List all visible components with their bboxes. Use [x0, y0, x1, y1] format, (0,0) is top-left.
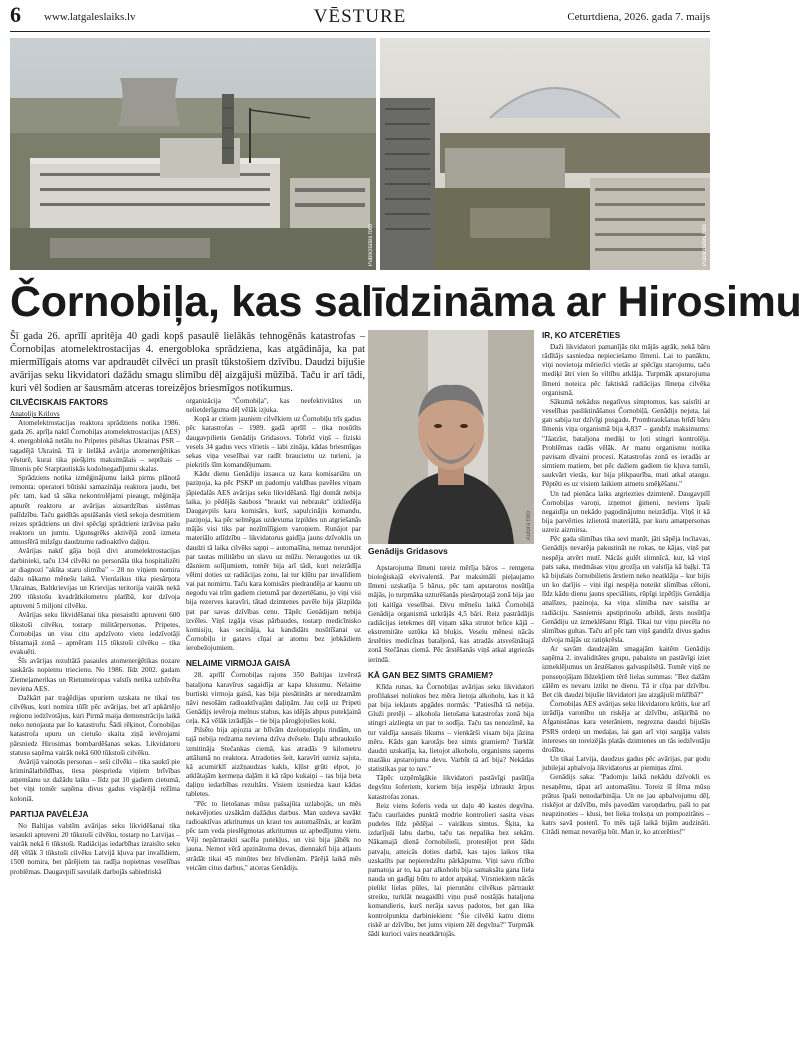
paragraph: organizācija "Čornobiļa", kas neefektivitātes un nelietderīguma dēļ vēlāk izjuka. [186, 397, 361, 415]
paragraph: Avārijas naktī gāja bojā divi atomelektrostacijas darbinieki, taču 134 cilvēki no personāla tika hospitalizēti ar diagnozi "akūta staru slimība" – 28 no viņiem nomira dažu nākamo mēnešu laikā. Vienlaikus tika piesārņota Ukrainas, Baltkrievijas un Krievijas teritorija vairāk nekā 200 tūkstošu kvadrātkilometru platībā, kur dzīvoja aptuveni 5 miljoni cilvēku. [10, 547, 180, 611]
subheading: NELAIME VIRMOJA GAISĀ [186, 659, 291, 669]
paragraph: Daži likvidatori pamanījās tikt mājās agrāk, nekā bāru rādītājs sasniedza nepieciešamo līmeni. Lai to panāktu, viņi novietoja mērierīci vietās ar spēcīgu starojumu, taču mediķi ātri vien šo viltību atklāja. Turpmāk apstarojuma līmeni noteica pēc faktiskā radiācijas līmeņa cilvēka organismā. [542, 343, 710, 397]
article-author: Anatolijs Krilovs [10, 410, 60, 418]
section-title: VĒSTURE [313, 6, 407, 27]
article-lead: Šī gada 26. aprīlī apritēja 40 gadi kopš pasaulē lielākās tehnogēnās katastrofas – Čornobiļas atomelektrostacijas 4. energobloka sprādziena, kas atgādināja, ka pat miermīlīgais atoms var apdraudēt cilvēci un prasīt tūkstošiem dzīvību. Daudzi bijušie avārijas seku likvidatori dažādu smagu slimību dēļ aizgājuši mūžībā. Taču ir arī tādi, kuri vēl šodien ar šausmām atceras toreizējos briesmīgos notikumus. [10, 331, 365, 394]
issue-date: Ceturtdiena, 2026. gada 7. maijs [567, 11, 710, 23]
paragraph: Un tad pienāca laiks atgriezties dzimtenē. Daugavpilī Čornobiļas varoņi, izņemot ģimeni, neviens īpaši negaidīja un nekādo pagodinājumu neizrādīja. Viņš it kā bija parvērties izlietotā materiālā, par kuru amatpersonas uzreiz aizmirsa. [542, 489, 710, 535]
paragraph: Tāpēc uzņēmīgākie likvidatori pastāvīgi pasūtīja degvīnu šoferiem, kuriem bija iespēja izbraukt ārpus katastrofas zonas. [368, 774, 534, 801]
paragraph: Pilsēto bija apjozta ar blīvām dzeloņstiepļu rindām, un tajā nebija redzama neviena dzīva dvēsele. Daļu atbraukušo izmitināja Stečankas ciemā, kas atradās 9 kilometru attālumā no reaktora. Atradoties šeit, karavīri uzreiz sajuta, kā acumirklī aizžņaudzas kakls, kļūst grūti elpot, jo atklātajām ķermeņa daļām it kā rāpo kukaiņi – tas bija beta daļiņu iedarbības rezultāts. Visiem izsniedza kaut kādas tabletes. [186, 726, 361, 799]
paragraph: Ar savām daudzajām smagajām kaitēm Genādijs saņēma 2. invaliditātes grupu, pabalstu un pastāvīgi iziet izmeklējumus un ārstēšanos galvaspilsētā. Tomēr viņš ne ponseņojājam līdzekļiem tērē lielas summas: "Bez dažām zālēm es nevaru iztikt ne dienu. Tā ir cīņa par dzīvību. Bet cik daudzi bijušie likvidatori jau aizgājuši mūžībā?" [542, 645, 710, 699]
paragraph: Dažkārt par traģēdijas upuriem uzskata ne tikai tos cilvēkus, kuri nomira tūlīt pēc avārijas, bet arī apkārtējo reģionu iedzīvotājus, kuri Pirmā maija demonstrāciju laikā neko nenojauta par šo katastrofu. Šādi rēķinot, Čornobiļas katastrofa upuru un cietušo skaita ziņā ievērojami pārsniedz Hirosimas bombardēšanas sekas. Likvidatoru statusu saņēma vairāk nekā 600 tūkstoši cilvēku. [10, 693, 180, 757]
paragraph: Genādijs saka: "Padomju laikā nekādu dzīvokli es nesaņēmu, tāpat arī automašīnu. Toreiz šī fēma mūsu prātus īpaši nenodarbināja. Un ne jau apbalvojumu dēļ, riskējot ar dzīvību, mēs pavedām varoņdarbu, paši to pat neapzinoties – klusi, bet lieka troksņa un pompozitātes – katrs savā postenī. To mēs tajā laikā bijām audzināti. Citādi nemaz nevarēja būt. Man ir, ko atcerēties!" [542, 773, 710, 837]
paragraph: Čornobiļas AES avārijas seku likvidatoru krūtis, kur arī izrādīja varonību un riskēja ar dzīvību, atšķirībā no Afganistānas kara veterāniem, negrezna daudzi bijušās PSRS ordeņi un medaļas, lai gan arī viņi sargāja valsts intereses un toreizējās platās dzimtenes un tās iedzīvotāju drošību. [542, 700, 710, 754]
paragraph: Šīs avārijas rezultātā pasaules atomenerģētikas nozare saskārās nopietnu triecienu. No 1986. līdz 2002. gadam Ziemeļamerikas un Rietumeiropas valstīs netika uzbūvēta neviena AES. [10, 657, 180, 693]
chernobyl-plant-photo [10, 38, 376, 270]
paragraph: Apstarojuma līmeni toreiz mērīja bāros – rentgena bioloģiskajā ekvivalentā. Par maksimāli pieļaujamo līmeni uzskatīja 5 bārus, pēc tam apstarotos nosūtīja mājās, jo turpmāka uzturēšanās piesārņotajā zonā bija jau ļoti kaitīga veselībai. Divu mēnešu laikā Čornobiļā Genādija organismā uzkrājās 4,5 bāri. Reiz pastrādājis radiācijas ietekmes dēļ viņam sāka strutot brūce kājā – ekstremitāte uztūka kā bluķis. Veselu mēnesi nācās ārstēties medicīnas bataljonā, kas atradās atsvešinātajā zonā Stečānas ciemā. Pēc ārstēšanās viņš atkal atgriezās ierindā. [368, 564, 534, 664]
article-headline: Čornobiļa, kas salīdzināma ar Hirosimu [10, 278, 802, 326]
portrait-photo [368, 330, 534, 544]
page-number: 6 [10, 2, 21, 27]
subheading: CILVĒCISKAIS FAKTORS [10, 398, 108, 407]
article-column-2 [186, 397, 361, 1047]
article-column-1 [10, 397, 180, 1047]
paragraph: Un tikai Latvija, daudzus gadus pēc avārijas, par godu jubilejai apbalvoja likvidatorus ar piemiņas zīmi. [542, 755, 710, 773]
paragraph: Avārijas seku likvidēšanai tika piesaistīti aptuveni 600 tūkstoši cilvēku, tostarp militārpersonas. Pripetes, Čornobiļas un visu citu apdzīvoto vietu iedzīvotāji bīstamajā zonā – apmēram 115 tūkstoši cilvēku – tika evakuēti. [10, 611, 180, 657]
paragraph: Avārijā vainotās personas – seši cilvēki – tika sauktī pie kriminālatbildības, tiesa piesprieda viņiem brīvības atņemšanu uz dažādu laiku – līdz pat 10 gadiem cietumā, bet viņi tomēr saņēma divus gadus vispārējā režīma koloniā. [10, 757, 180, 803]
article-column-4 [542, 330, 710, 1047]
subheading: IR, KO ATCERĒTIES [542, 331, 621, 340]
photo-credit: Publicitātes foto [368, 223, 374, 266]
portrait-caption: Genādijs Gridasovs [368, 546, 448, 556]
photo-credit: Publicitātes foto [702, 223, 708, 266]
site-url[interactable]: www.latgaleslaiks.lv [44, 11, 136, 23]
page-header [10, 4, 710, 32]
paragraph: Kādu dienu Genādiju izsauca uz kara komisariātu un paziņoja, ka pēc PSKP un padomju valdības pavēles viņam jāpiedalās AES avārijas seku likvidēšanā. Ilgi domāt nebija laika, jo pēdējās šauboss "braukt vai nebraukt" izkliedēja Daugavpils kara komisārs, kurš, sapulcinājis komandu, paziņoja, ka pēc selmēgas uzdevuma izpildes un atgriešanās mājās visi tiks par nozīmīlīgiem varoņiem. Runājot par materiālo atlīdzību – likvidatorus gaidīja jauns dzīvoklis un daudzi tā laika cilvēks sapņi – automašīna, nemaz nerunājot par tautas militārbu un slavu uz mūžu. Neraugoties uz tik dāsniem solījumiem, tomēr bija arī tādi, kuri neizrādīja vēlmi doties uz radiācijas zonu, lai tur kļūtu par invalīdiem vai pat nomirtu. Taču kara komisārs piedraudēja ar kaunu un negodu vai trīm gadiem cietumā par dezertēšanu, jo viņi visi bija rezerves karavīri, tātad dzimtenes pavēle bija jāizpilda pat par savas dzīvības cenu. Tāpēc Genādijam nebija izvēles. Viņš izgāja visas pārbaudes, tostarp medicīnisko komisiju, kas secināja, ka kandidāts nosūtīšanai uz Čornobiļu ir gatavs cīņai ar atomu bez jebkādiem ierobežojumiem. [186, 470, 361, 653]
subheading: KĀ GAN BEZ SIMTS GRAMIEM? [368, 670, 494, 680]
paragraph: Sākumā nekādus negatīvus simptomus, kas saistīti ar veselības pasliktināšanos Čornobiļā, Genādijs nejuta, lai gan sabija tur dzīvīgi pusgadu. Prombraukšanas brīdī bāru līmenis viņa organismā bija 4,837 – gandrīz maksimums: "Jāatzīst, bataljona mediķi to ļoti stingri kontrolēja. Problēmas radās vēlāk. Ar manu organismu notika pavisam dīvaini procesi. Katastrofas zonā es ieradās ar simtiem matiem, bet pēc dažiem gadiem tie kļuva tumši, saukvārt vietās, kur bija plikpaurība, mati atkal ataugu. Pēptēti es uz visiem laikiem atmetu smēķēšanu." [542, 397, 710, 489]
paragraph: Pēc gada slimības tika sevi manīt, jāti sāpēja locītavas, Genādijs nevarēja pakustināt ne rokas, ne kājas, viņš pat nespēja atvērt mutī. Nācās gulēt slimnīcā, kur, kā viņš pats saka, medmāsas viņu grozīja un valstīja kā baļķi. Tā kā bijušais čornobilietis ārstiem neko neatklāja – kur bijis un ko darījis – viņi ilgi nespēja noteikt slimības cēloni, līdz kādu dienu jauns speciālists, rūpīgi izpētījis Genādija analīzes, pazinoja, ka viņa slimība nav saistīta ar radiāciju. Sasniemis apstiprinošu atbildi, ārsts nosūtīja Genādiju uz izmeklēšanu Rīgā. Tikai tur viņu piecēla no slimības gultas. Taču arī pēc tam viņš gandrīz divus gadus dzīvoja mājās uz ratiņkrēsla. [542, 535, 710, 644]
paragraph: Sprādziens notika izmēģinājumu laikā pirms plānotā remonta: operatori būtiski samazināja reaktora jaudu, bet pēc tam, kad tā sāka nekontrolējami pieaugt, mēģināja apturēt reaktoru ar avārijas aizsardzības sistēmas palīdzību. Taču gaidītās apstāšanās vietā sekoja desmitiem reizes sprādziens un divi spēcīgi sprādzieni izrāvisa pašu reaktoru un jumtu. Ugunsgrēks aktivējā zonā izmeta atmosfērā milzīgu daudzumu radioaktīvo daļiņu. [10, 474, 180, 547]
paragraph: Klīda runas, ka Čornobiļas avārijas seku likvidatori profilaksei noliukos bez mēra lietoja alkoholu, kas it kā pat bija iekļauts apgādes normās: "Patiesībā tā nebija. Gluži pretēji – alkohola lietošana katastrofas zonā bija stingri aizliegta un par to sodīja. Taču tas nenozīmē, ka tur valdīja sausais likums – vienkārši visam bija jāzina mēru. Kāds gan karotājs bez simts gramiem? Turklāt daudzi uzskatīja, ka, lietojot alkoholu, organisms saņems mazāku apstarojuma devu. Varbūt tā arī bija? Nekādas statistikas par to nav." [368, 682, 534, 774]
photo-row [10, 38, 710, 270]
photo-credit: Autora foto [526, 510, 532, 540]
article-column-3 [368, 564, 534, 1047]
subheading: PARTIJA PAVĒLĒJA [10, 809, 89, 819]
paragraph: Atomelektrostacijas reaktora sprādziens notika 1986. gada 26. aprīļa naktī Čornobiļas atomelektrostacijas (AES) 4. energoblokā netālu no Pripetes pilsētas Ukrainas PSR – tagadējā Ukrainā. Tā ir lielākā avārija atomenerģētikas vēsturē, kurai tika piešķirts maksimālais – septītais – līmenis pēc Starptautiskās kodolnegadījumu skalas. [10, 419, 180, 473]
paragraph: No Baltijas valstīm avārijas seku likvidēšanai tika iesaukti aptuveni 20 tūkstoši cilvēku, tostarp no Latvijas – vairāk nekā 6 tūkstoši. Radiācijas iedarbības izraisīto seku dēļ vēlāk 3 tūkstoši cilvēku Latvijā kļuva par invalīdiem, 1500 nomira, bet pārējiem tas radīja nopietnas veselības problēmas. Daugavpilī savulaik darbojās sabiedriskā [10, 821, 180, 876]
pripyat-arch-photo [380, 38, 710, 270]
paragraph: Reiz viens šoferis veda uz daļu 40 kastes degvīna. Taču caurlaides punktā modrie kontrolieri sasita visas pudeles līdz pēdējai – vairākus simtus. Šķita, ka izdarījuši labu darbu, taču tas nepalika bez sekām. Nākamajā dienā čornobilieši, protestējot pret šādu patvaļu, atteicās doties darbā, kas tajos laikos tika uzskatīts par nepieredzētu pārkāpumu. Viņi savu rīcību pamatoja ar to, ka par alkoholu bija samaksāta gana liela nauda un gadīgi būtu to atdot atpakaļ. Virsniekiem nācās pielikt lielas pūles, lai pierunātu cilvēkus pārtraukt streiku, turklāt neagaidīti viņu pusē nostājās bataljona komandieris, kurš nerāja savus padotos, bet gan lika kontrolpunkta darbiniekiem: "Šie cilvēki katru dienu riskē ar dzīvību, bet jums viņiem žēl degvīna?" Turpmāk šādi kurioci vairs neatkārtojās. [368, 801, 534, 938]
paragraph: Kopā ar citiem jauniem cilvēkiem uz Čornobiļu trīs gadus pēc katastrofas – 1989. gadā aprīlī – tika nosūtīts daugavpilietis Genādijs Gridasovs. Tobrīd viņš – fiziski vesels 34 gadus vecs vīrietis – labi zināja, kādas briesmīgas sekas viņa veselībai var radīt braucienu uz turieni, ja piekritīs šīm komandējumam. [186, 415, 361, 470]
paragraph: 28. aprīlī Čornobiļas rajons 350 Baltijas izvērstā bataljona karavīrus sagaidīja ar kapa klusumu. Nelaime burtiski virmoja gaisā, kas bija piesātināts ar neredzamām nāvi nesošām radioaktīvajām daļiņām. Jau ceļā uz Pripeti Genādijs ievēroja melnus stabus, kas idējās abpus putekļainā ceļa. Kā vēlāk izrādījās – tie bija pārogļojušies koki. [186, 671, 361, 726]
paragraph: "Pēc to lietošanas mūsu pašsajūta uzlabojās, un mēs nekavējoties uzsākām dažādus darbus. Man uzdeva savākt radioaktīvas atkritumus un kraut tos automašīnās, ar kurām pēc tam veda pieslēgmotas atkritumus uz apbedījumu vietu. Vēji nepārtraukti sacēla putekļus, un visi bija jābēk no jauna. Nemot vērā apzinātoma devas, diennaktī bija atļauts strādāt tikai 45 minūtes bez bīvdienām. Pārējā laikā mēs veicām citus darbus," atceras Genādijs. [186, 799, 361, 872]
